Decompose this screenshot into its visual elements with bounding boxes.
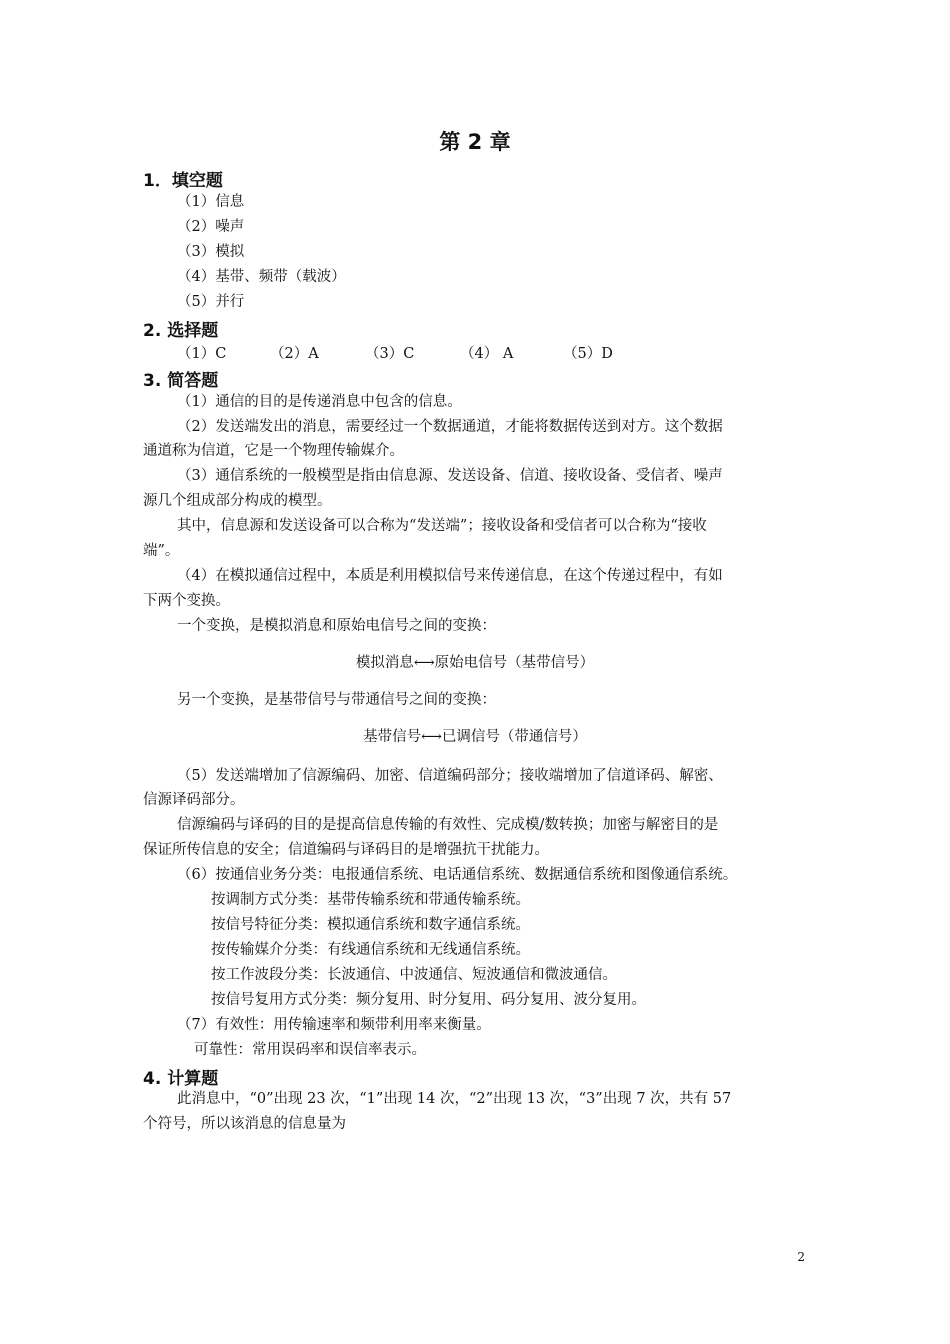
- section-1-heading: 1．填空题: [143, 171, 223, 191]
- answer-line: （7）有效性：用传输速率和频带利用率来衡量。: [177, 1017, 491, 1033]
- choice-answer-2: （2）A: [270, 346, 319, 362]
- fill-answer-2: （2）噪声: [177, 219, 245, 235]
- fill-answer-5: （5）并行: [177, 294, 245, 310]
- fill-answer-3: （3）模拟: [177, 244, 245, 260]
- choice-answer-3: （3）C: [365, 346, 415, 362]
- calc-line: 此消息中，“0”出现 23 次，“1”出现 14 次，“2”出现 13 次，“3”出现 7 次，共有 57: [177, 1091, 732, 1107]
- answer-line: 端”。: [143, 543, 180, 559]
- answer-line: 按信号复用方式分类：频分复用、时分复用、码分复用、波分复用。: [211, 992, 646, 1008]
- answer-line: （2）发送端发出的消息，需要经过一个数据通道，才能将数据传送到对方。这个数据: [177, 419, 723, 435]
- answer-line: 按信号特征分类：模拟通信系统和数字通信系统。: [211, 917, 530, 933]
- section-3-heading: 3. 简答题: [143, 371, 219, 391]
- fill-answer-4: （4）基带、频带（载波）: [177, 269, 346, 285]
- section-2-heading: 2. 选择题: [143, 321, 219, 341]
- answer-line: （6）按通信业务分类：电报通信系统、电话通信系统、数据通信系统和图像通信系统。: [177, 867, 738, 883]
- answer-line: 下两个变换。: [143, 593, 230, 609]
- answer-line: （5）发送端增加了信源编码、加密、信道编码部分；接收端增加了信道译码、解密、: [177, 768, 723, 784]
- answer-line: 可靠性：常用误码率和误信率表示。: [194, 1042, 426, 1058]
- chapter-title: 第 2 章: [439, 130, 511, 154]
- calc-line: 个符号，所以该消息的信息量为: [143, 1116, 346, 1132]
- answer-line: （3）通信系统的一般模型是指由信息源、发送设备、信道、接收设备、受信者、噪声: [177, 468, 723, 484]
- page-number: 2: [797, 1250, 805, 1264]
- choice-answer-1: （1）C: [177, 346, 227, 362]
- answer-line: 另一个变换，是基带信号与带通信号之间的变换：: [177, 692, 496, 708]
- transform-formula: 基带信号⟷已调信号（带通信号）: [363, 729, 587, 745]
- answer-line: 按调制方式分类：基带传输系统和带通传输系统。: [211, 892, 530, 908]
- answer-line: 信源编码与译码的目的是提高信息传输的有效性、完成模/数转换；加密与解密目的是: [177, 817, 719, 833]
- answer-line: （1）通信的目的是传递消息中包含的信息。: [177, 394, 462, 410]
- choice-answer-4: （4） A: [460, 346, 514, 362]
- answer-line: 保证所传信息的安全；信道编码与译码目的是增强抗干扰能力。: [143, 842, 549, 858]
- answer-line: 源几个组成部分构成的模型。: [143, 493, 332, 509]
- section-4-heading: 4. 计算题: [143, 1069, 219, 1089]
- answer-line: 按工作波段分类：长波通信、中波通信、短波通信和微波通信。: [211, 967, 617, 983]
- choice-answer-5: （5）D: [563, 346, 613, 362]
- transform-formula: 模拟消息⟷原始电信号（基带信号）: [355, 655, 595, 671]
- answer-line: 一个变换，是模拟消息和原始电信号之间的变换：: [177, 618, 496, 634]
- answer-line: 通道称为信道，它是一个物理传输媒介。: [143, 443, 404, 459]
- answer-line: 信源译码部分。: [143, 792, 245, 808]
- answer-line: （4）在模拟通信过程中，本质是利用模拟信号来传递信息，在这个传递过程中，有如: [177, 568, 723, 584]
- fill-answer-1: （1）信息: [177, 194, 245, 210]
- answer-line: 其中，信息源和发送设备可以合称为“发送端”；接收设备和受信者可以合称为“接收: [177, 518, 707, 534]
- answer-line: 按传输媒介分类：有线通信系统和无线通信系统。: [211, 942, 530, 958]
